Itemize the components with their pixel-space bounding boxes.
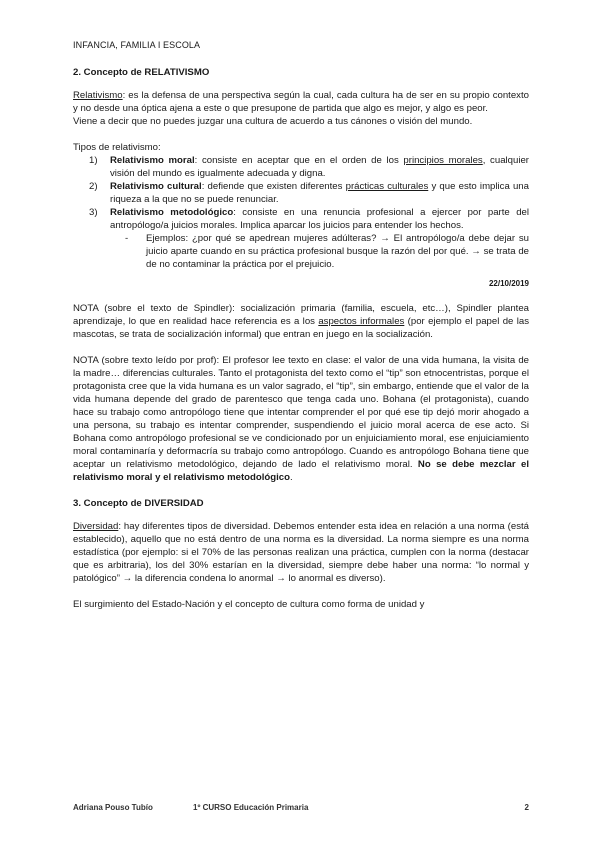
list-item — [73, 180, 529, 206]
list-number: 1) — [89, 155, 98, 166]
relativism-types-list — [73, 154, 529, 232]
running-header: INFANCIA, FAMILIA I ESCOLA — [73, 40, 201, 50]
type-underlined: principios morales — [403, 155, 483, 166]
type-text-end: , cualquier visión del mundo es igualmente adecuada y digna. — [110, 155, 529, 179]
type-term: Relativismo cultural — [110, 181, 202, 192]
relativismo-def-text: : es la defensa de una perspectiva según la cual, cada cultura ha de ser en su propio contexto y no desde una óptica ajena a este o que presupone de partida que algo es mejor, y algo es peor. — [73, 90, 529, 114]
document-body — [73, 66, 529, 611]
section-2-heading: 2. Concepto de RELATIVISMO — [73, 67, 210, 78]
course-label: 1º CURSO Educación Primaria — [193, 803, 309, 812]
diversidad-def-text: : hay diferentes tipos de diversidad. Debemos entender esta idea en relación a una norma (está establecido), aquello que no está dentro de una norma es la diversidad. La norma siempre es una norma estadística (por ejemplo: si el 70% de las personas realizan una práctica, cumplen con la norma (destacar que es arbitraria), los del 30% estarían en la diversidad, siempre debe haber una norma: “lo normal y patológico” → la diferencia condena lo anormal → lo anormal es diverso). — [73, 521, 529, 584]
nota-profesor — [73, 354, 529, 484]
page-number: 2 — [524, 803, 529, 812]
estado-nacion-paragraph: El surgimiento del Estado-Nación y el concepto de cultura como forma de unidad y — [73, 599, 425, 610]
relativismo-term: Relativismo — [73, 90, 123, 101]
type-text: : consiste en una renuncia profesional a ejercer por parte del antropólogo/a juicios morales. Implica aparcar los juicios para entender los hechos. — [110, 207, 529, 231]
types-intro: Tipos de relativismo: — [73, 142, 161, 153]
nota1-text: NOTA (sobre el texto de Spindler): socialización primaria (familia, escuela, etc…), Spindler plantea aprendizaje, lo que en realidad hace referencia es a los — [73, 303, 529, 327]
type-text: : consiste en aceptar que en el orden de los — [194, 155, 404, 166]
author-name: Adriana Pouso Tubío — [73, 803, 153, 812]
example-item — [73, 232, 529, 271]
diversidad-definition — [73, 520, 529, 585]
type-term: Relativismo metodológico — [110, 207, 234, 218]
nota-spindler — [73, 302, 529, 341]
list-item — [73, 154, 529, 180]
entry-date: 22/10/2019 — [488, 279, 529, 288]
diversidad-term: Diversidad — [73, 521, 119, 532]
list-item — [73, 206, 529, 232]
list-number: 3) — [89, 207, 98, 218]
type-underlined: prácticas culturales — [345, 181, 429, 192]
nota2-end: . — [290, 472, 293, 483]
nota2-text: NOTA (sobre texto leído por prof): El profesor lee texto en clase: el valor de una vida humana, la visita de la madre… diferencias culturales. Tanto el protagonista del texto como el “tip” son etnocentristas, porque el protagonista cree que la vida humana es un valor sagrado, el “tip”, sin embargo, entiende que el valor de la vida humana depende del grado de parentesco que tenga cada uno. Bohana (el protagonista), cuando hace su trabajo como antropólogo tiene que intentar comprender el por qué ese tip dejó morir ahogado a una persona, su trabajo es intentar comprender, suspendiendo el juicio moral acerca de ese acto. Si Bohana como antropólogo profesional se ve condicionado por un enjuiciamiento moral, ese enjuiciamiento moral contaminaría y deformacría su trabajo como antropólogo. Cuando es antropólogo Bohana tiene que aceptar un relativismo metodológico, dejando de lado el relativismo moral. — [73, 355, 529, 470]
relativismo-definition — [73, 89, 529, 115]
type-text-end: y que esto implica una riqueza a la que no se puede renunciar. — [110, 181, 529, 205]
nota2-bold: No se debe mezclar el relativismo moral y el relativismo metodológico — [73, 459, 530, 483]
type-text: : defiende que existen diferentes — [201, 181, 346, 192]
type-term: Relativismo moral — [110, 155, 195, 166]
nota1-text-end: (por ejemplo el papel de las mascotas, se trata de socialización informal) que entran en juego en la socialización. — [73, 316, 529, 340]
example-text: Ejemplos: ¿por qué se apedrean mujeres adúlteras? → El antropólogo/a debe dejar su juicio aparte cuando en su práctica profesional busque la razón del por qué. → se trata de de no contaminar la práctica por el prejuicio. — [146, 233, 529, 270]
section-3-heading: 3. Concepto de DIVERSIDAD — [73, 498, 204, 509]
list-number: 2) — [89, 181, 98, 192]
nota1-underlined: aspectos informales — [318, 316, 405, 327]
relativismo-def-2: Viene a decir que no puedes juzgar una cultura de acuerdo a tus cánones o visión del mundo. — [73, 116, 473, 127]
dash-bullet: - — [125, 233, 129, 244]
